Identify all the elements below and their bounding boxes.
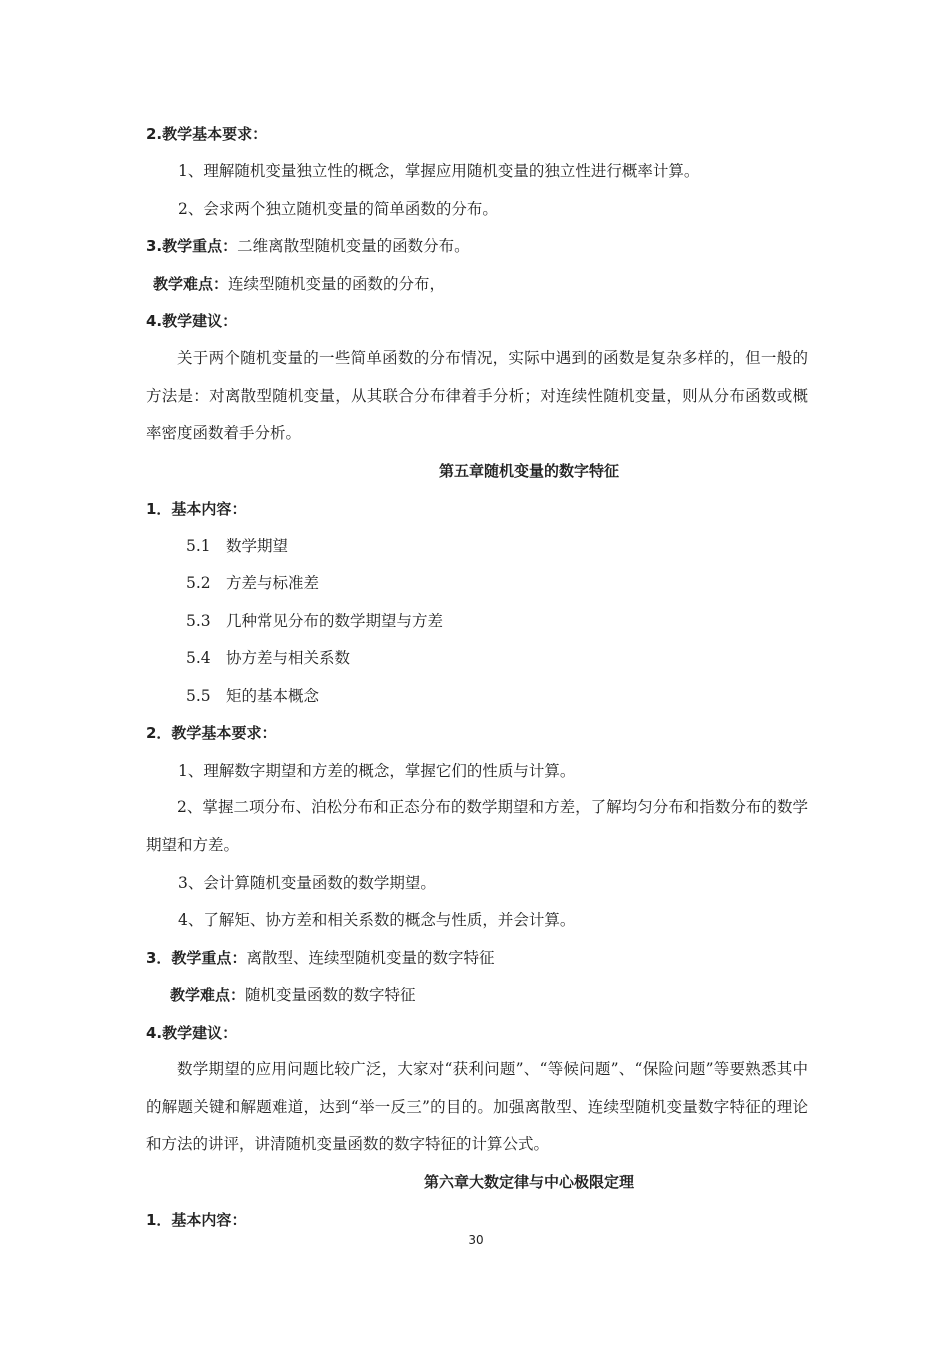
section-number: 5.2 (186, 574, 211, 592)
ch5-diff-label: 教学难点： (170, 986, 246, 1004)
ch4-advice-paragraph: 关于两个随机变量的一些简单函数的分布情况，实际中遇到的函数是复杂多样的，但一般的方法是：对离散型随机变量，从其联合分布律着手分析；对连续性随机变量，则从分布函数或概率密度函数着手分析。 (146, 349, 808, 442)
ch6-content-heading: 1．基本内容： (146, 1211, 247, 1229)
section-number: 5.1 (186, 537, 211, 555)
ch5-requirement-1: 1、理解数字期望和方差的概念，掌握它们的性质与计算。 (178, 762, 576, 780)
chapter6-title: 第六章大数定律与中心极限定理 (423, 1173, 634, 1191)
section-number: 5.3 (186, 612, 211, 630)
ch4-requirements-heading: 2.教学基本要求： (146, 125, 268, 143)
section-title: 方差与标准差 (226, 574, 320, 592)
ch5-advice-paragraph: 数学期望的应用问题比较广泛，大家对“获利问题”、“等候问题”、“保险问题”等要熟悉其中的解题关键和解题难道，达到“举一反三”的目的。加强离散型、连续型随机变量数字特征的理论和方法的讲评，讲清随机变量函数的数字特征的计算公式。 (146, 1060, 808, 1153)
ch5-section-5-5 (186, 686, 319, 706)
section-title: 数学期望 (226, 537, 289, 555)
ch5-requirement-3: 3、会计算随机变量函数的数学期望。 (178, 874, 436, 892)
section-number: 5.4 (186, 649, 211, 667)
ch4-difficult-points (153, 274, 445, 294)
ch4-key-text: 二维离散型随机变量的函数分布。 (237, 237, 470, 255)
ch5-requirement-2: 2、掌握二项分布、泊松分布和正态分布的数学期望和方差，了解均匀分布和指数分布的数学期望和方差。 (146, 798, 808, 854)
ch5-section-5-3 (186, 611, 443, 631)
section-title: 矩的基本概念 (226, 687, 320, 705)
ch5-advice-heading: 4.教学建议： (146, 1024, 238, 1042)
ch5-difficult-points (170, 985, 416, 1005)
ch4-advice-heading: 4.教学建议： (146, 312, 238, 330)
ch5-requirements-heading: 2．教学基本要求： (146, 724, 277, 742)
ch5-diff-text: 随机变量函数的数字特征 (245, 986, 416, 1004)
ch4-key-label: 3.教学重点： (146, 237, 238, 255)
page-number: 30 (468, 1233, 484, 1247)
ch4-diff-text: 连续型随机变量的函数的分布， (228, 275, 446, 293)
ch5-requirement-4: 4、了解矩、协方差和相关系数的概念与性质，并会计算。 (178, 911, 576, 929)
ch4-requirement-2: 2、会求两个独立随机变量的简单函数的分布。 (178, 200, 498, 218)
ch4-diff-label: 教学难点： (153, 275, 229, 293)
chapter5-title: 第五章随机变量的数字特征 (438, 462, 619, 480)
section-title: 几种常见分布的数学期望与方差 (226, 612, 444, 630)
ch5-section-5-4 (186, 648, 350, 668)
ch4-key-points (146, 236, 470, 256)
ch5-key-points (146, 948, 494, 968)
ch5-section-5-2 (186, 573, 319, 593)
ch5-section-5-1 (186, 536, 288, 556)
ch5-key-label: 3．教学重点： (146, 949, 247, 967)
ch5-key-text: 离散型、连续型随机变量的数字特征 (246, 949, 495, 967)
ch5-content-heading: 1．基本内容： (146, 500, 247, 518)
ch4-requirement-1: 1、理解随机变量独立性的概念，掌握应用随机变量的独立性进行概率计算。 (178, 162, 700, 180)
section-number: 5.5 (186, 687, 211, 705)
section-title: 协方差与相关系数 (226, 649, 351, 667)
